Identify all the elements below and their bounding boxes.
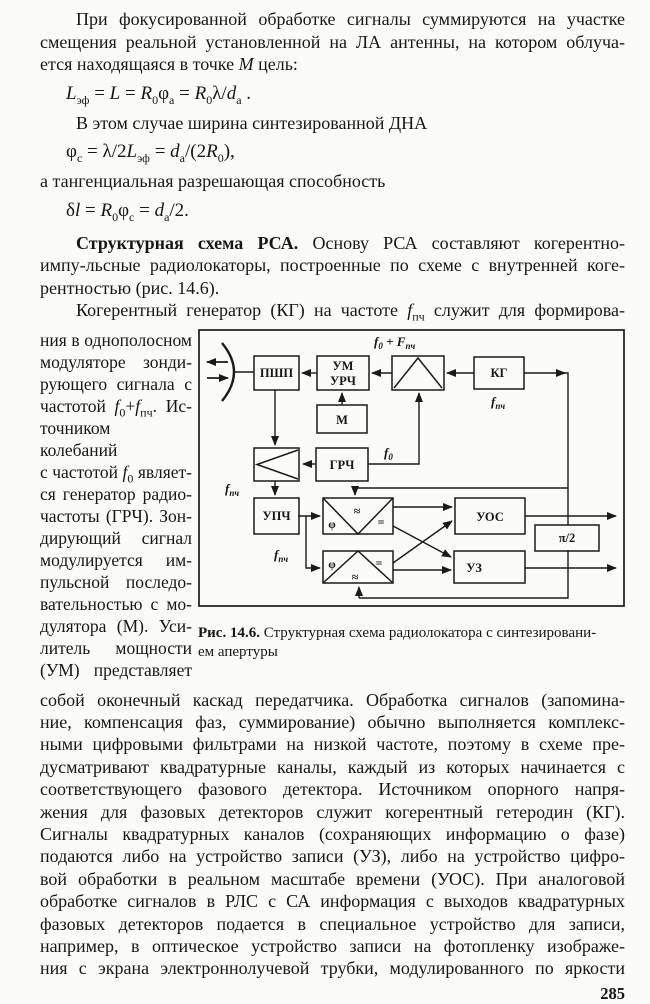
figure-caption (198, 624, 618, 662)
formula-resolution: $\delta l = R_0\varphi_с = d_а/2$. (66, 199, 189, 224)
box-modulator-mixer (392, 356, 444, 390)
text-line: ется находящаяся в точке М цель: (40, 54, 298, 74)
caption-number: Рис. 14.6. (198, 625, 260, 641)
text-line: собой оконечный каскад передатчика. Обработка сигналов (запомина- (40, 689, 625, 710)
text-line: точником колебаний (40, 417, 118, 460)
text-line: с частотой $f_0$ являет- (40, 461, 192, 485)
figure-row (40, 329, 625, 681)
text-line: ся генератор радио- (40, 483, 192, 504)
freq-label-fpch: fпч (274, 546, 289, 564)
dc-symbol: = (375, 555, 383, 570)
block-diagram (198, 329, 625, 607)
text-line: а тангенциальная разрешающая способность (40, 171, 386, 191)
paragraph-coherent-generator (40, 299, 625, 322)
text-line: импу-льсные радиолокаторы, построенные по схеме с внутренней коге- (40, 255, 625, 275)
text-line: вательностью с мо- (40, 593, 192, 614)
text-line: дирующий сигнал (40, 527, 192, 548)
caption-text: Структурная схема радиолокатора с синтезировани- (259, 625, 597, 641)
label-kg: КГ (490, 365, 508, 380)
text-line: смещения реальной установленной на ЛА антенны, на котором облуча- (40, 31, 625, 52)
mixer-triangle-icon (394, 358, 442, 388)
page-number: 285 (600, 983, 625, 1003)
text-line: соответствующего фазового детектора. Источником опорного напря- (40, 779, 625, 800)
label-m: М (336, 412, 348, 427)
label-pi2: π/2 (558, 530, 576, 545)
caption-text-line2: ем апертуры (198, 644, 278, 660)
phi-symbol: φ (328, 516, 336, 531)
text-line: фазовых детекторов подается в специальное устройство для записи, (40, 913, 625, 934)
text-line: модулируется им- (40, 549, 192, 570)
text-line: дулятора (М). Уси- (40, 615, 192, 636)
text-line: дусматривают квадратурные каналы, каждый из которых начинается с (40, 756, 625, 777)
label-antenna-switch: ПШП (259, 365, 294, 380)
text-line: Когерентный генератор (КГ) на частоте $f_{пч}$ служит для формирова- (76, 300, 625, 324)
paragraph-dna-width (40, 112, 625, 135)
paragraph-focused-processing (40, 8, 625, 76)
ac-symbol: ≈ (353, 503, 361, 518)
freq-label-fpch: fпч (225, 480, 240, 498)
label-uos: УОС (476, 509, 504, 524)
text-line: Сигналы квадратурных каналов (сохраняющих информацию о фазе) (40, 823, 625, 844)
paragraph-structural-scheme (40, 232, 625, 300)
text-line: вой обработки в реальном масштабе времени (УОС). При аналоговой (40, 868, 625, 889)
text-line: литель мощности (40, 637, 192, 658)
formula-effective-length: $L_{эф} = L = R_0\varphi_а = R_0\lambda/d_а$ . (66, 82, 252, 107)
text-line: частотой $f_0+f_{пч}$. Ис- (40, 395, 192, 419)
text-line: частоты (ГРЧ). Зон- (40, 505, 192, 526)
freq-label-fpch: fпч (491, 393, 506, 411)
formula-beamwidth: $\varphi_с = \lambda/2L_{эф} = d_а/(2R_0)$, (66, 141, 235, 165)
box-receiver-mixer (254, 448, 299, 481)
label-upch: УПЧ (262, 508, 291, 523)
paragraph-signal-processing (40, 689, 625, 980)
antenna-icon (207, 343, 254, 401)
label-uz: УЗ (466, 560, 482, 575)
left-text-column (40, 329, 192, 681)
text-line: Структурная схема РСА. Основу РСА составляют когерентно- (76, 232, 625, 253)
label-urch: УРЧ (330, 373, 356, 388)
text-line: ния с экрана электроннолучевой трубки, модулированного по яркости (40, 958, 625, 979)
paragraph-tangential (40, 170, 625, 193)
label-um: УМ (332, 358, 354, 373)
text-line: ние, компенсация фаз, суммирование) обычно выполняется комплекс- (40, 711, 625, 732)
text-line: жения для фазовых детекторов служит когерентный гетеродин (КГ). (40, 801, 625, 822)
text-line: При фокусированной обработке сигналы суммируются на участке (76, 9, 625, 29)
freq-label-f0: f0 (384, 444, 393, 462)
text-line: пульсной последо- (40, 571, 192, 592)
text-line: например, в оптическое устройство записи на фотопленку изображе- (40, 935, 625, 956)
mixer-triangle-icon (257, 450, 298, 479)
text-line: рентностью (рис. 14.6). (40, 277, 220, 298)
dc-symbol: = (377, 514, 385, 529)
text-line: подаются либо на устройство записи (УЗ), либо на устройство цифро- (40, 846, 625, 867)
text-line: модуляторе зонди- (40, 351, 192, 372)
box-uz (454, 551, 525, 583)
label-grch: ГРЧ (329, 457, 355, 472)
phi-symbol: φ (328, 556, 336, 571)
text-line: ными цифровыми фильтрами на низкой частоте, поэтому в схеме пре- (40, 734, 625, 755)
text-line: рующего сигнала с (40, 373, 192, 394)
freq-label-f0-plus-Fpch: f0 + Fпч (374, 333, 416, 351)
text-line: (УМ) представляет (40, 659, 192, 680)
ac-symbol: ≈ (351, 569, 359, 584)
text-line: обработке сигналов в РЛС с СА информация с выходов квадратурных (40, 891, 625, 912)
text-line: ния в однополосном (40, 329, 192, 350)
text-line: В этом случае ширина синтезированной ДНА (76, 112, 428, 133)
figure-14-6 (198, 329, 625, 663)
connector-lines (275, 373, 616, 598)
